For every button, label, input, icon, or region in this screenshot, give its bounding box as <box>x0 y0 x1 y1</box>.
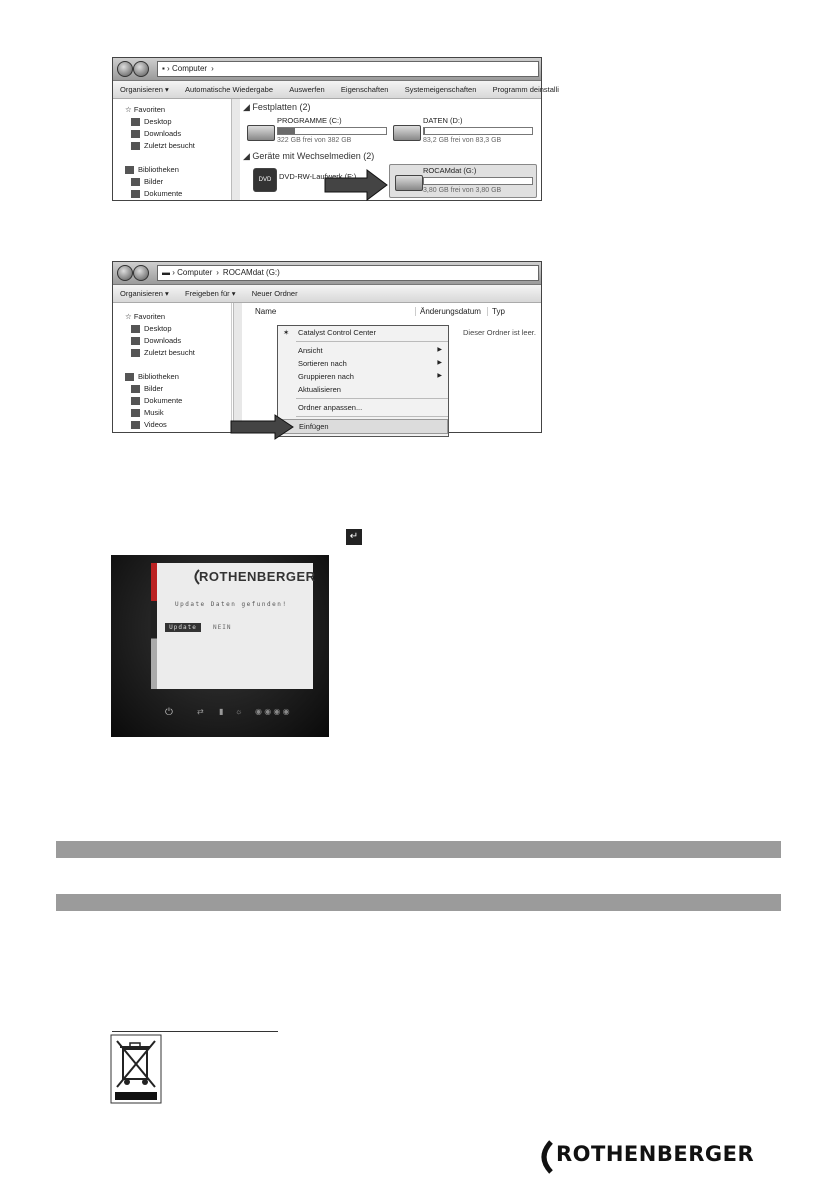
battery-icon: ▮ <box>219 707 224 716</box>
light-icon[interactable]: ☼ <box>235 707 243 716</box>
nav-documents[interactable]: Dokumente <box>131 188 231 200</box>
menu-sort[interactable]: Sortieren nach ▶ <box>298 359 442 368</box>
section-header-bar <box>56 841 781 858</box>
new-folder-button[interactable]: Neuer Ordner <box>251 289 298 298</box>
empty-folder-text: Dieser Ordner ist leer. <box>463 328 536 337</box>
menu-group[interactable]: Gruppieren nach ▶ <box>298 372 442 381</box>
context-menu <box>277 325 449 437</box>
explorer-window-rocamdat <box>112 261 542 433</box>
usb-drive-icon <box>395 175 423 191</box>
breadcrumb-computer[interactable]: Computer <box>171 64 208 73</box>
command-bar <box>113 285 541 303</box>
nav-downloads[interactable]: Downloads <box>131 128 231 140</box>
uninstall-button[interactable]: Programm deinstalli <box>492 85 559 94</box>
videos-icon <box>131 421 140 429</box>
section-header-bar <box>56 894 781 911</box>
menu-paste[interactable]: Einfügen <box>278 419 448 434</box>
menu-catalyst[interactable]: ✶ Catalyst Control Center <box>283 328 376 337</box>
organize-button[interactable]: Organisieren ▾ <box>120 289 169 298</box>
recent-icon <box>131 142 140 150</box>
nav-recent[interactable]: Zuletzt besucht <box>131 140 231 152</box>
downloads-icon <box>131 337 140 345</box>
pictures-icon <box>131 385 140 393</box>
drive-c[interactable]: PROGRAMME (C:) 322 GB frei von 382 GB <box>277 116 387 144</box>
nav-recent[interactable]: Zuletzt besucht <box>131 347 231 359</box>
submenu-arrow-icon: ▶ <box>437 360 442 366</box>
system-properties-button[interactable]: Systemeigenschaften <box>404 85 477 94</box>
device-screen <box>151 563 316 689</box>
drive-dvd[interactable]: DVD-RW-Laufwerk (F:) <box>279 172 357 181</box>
organize-button[interactable]: Organisieren ▾ <box>120 85 169 94</box>
nav-desktop[interactable]: Desktop <box>131 116 231 128</box>
breadcrumb-computer[interactable]: Computer <box>177 268 213 277</box>
weee-crossed-bin-icon <box>111 1035 161 1103</box>
autoplay-button[interactable]: Automatische Wiedergabe <box>185 85 273 94</box>
explorer-window-computer <box>112 57 559 201</box>
submenu-arrow-icon: ▶ <box>437 347 442 353</box>
libraries-icon <box>125 373 134 381</box>
menu-view[interactable]: Ansicht ▶ <box>298 346 442 355</box>
update-button[interactable]: Update <box>165 623 201 632</box>
documents-icon <box>131 397 140 405</box>
footer-brand-logo: ROTHENBERGER <box>556 1142 755 1166</box>
catalyst-icon: ✶ <box>283 328 290 337</box>
menu-divider <box>296 416 448 417</box>
nav-pictures[interactable]: Bilder <box>131 176 231 188</box>
nav-scrollbar[interactable] <box>233 303 242 432</box>
nav-favorites[interactable]: ☆ Favoriten <box>125 105 166 114</box>
nav-libraries[interactable]: Bibliotheken <box>125 371 231 383</box>
forward-button[interactable] <box>133 61 149 77</box>
device-photo <box>111 555 329 737</box>
back-button[interactable] <box>117 61 133 77</box>
nav-music[interactable]: Musik <box>131 407 231 419</box>
collapse-triangle-icon: ◢ <box>243 102 253 112</box>
drive-d[interactable]: DATEN (D:) 83,2 GB frei von 83,3 GB <box>423 116 533 144</box>
address-box[interactable] <box>157 265 539 281</box>
address-bar <box>113 262 541 285</box>
navigation-pane <box>113 99 232 200</box>
enter-key-icon: ↵ <box>346 529 362 545</box>
desktop-icon <box>131 325 140 333</box>
drive-d-usage-bar <box>423 127 533 135</box>
nav-videos[interactable]: Videos <box>131 419 231 431</box>
column-type[interactable]: Typ <box>487 307 505 316</box>
menu-refresh[interactable]: Aktualisieren <box>298 385 341 394</box>
collapse-triangle-icon: ◢ <box>243 151 253 161</box>
column-name[interactable]: Name <box>255 307 277 316</box>
nav-downloads[interactable]: Downloads <box>131 335 231 347</box>
nav-libraries[interactable]: Bibliotheken <box>125 164 231 176</box>
pictures-icon <box>131 178 140 186</box>
submenu-arrow-icon: ▶ <box>437 373 442 379</box>
nein-button[interactable]: NEIN <box>213 624 232 631</box>
device-panel-buttons <box>123 705 313 721</box>
nav-pictures[interactable]: Bilder <box>131 383 231 395</box>
nav-favorites[interactable]: ☆ Favoriten <box>125 312 166 321</box>
drive-g-usage-bar <box>423 177 533 185</box>
group-hard-disks: ◢ Festplatten (2) <box>243 102 311 112</box>
star-icon: ☆ <box>125 105 134 114</box>
drive-g[interactable]: ROCAMdat (G:) 3,80 GB frei von 3,80 GB <box>423 166 533 194</box>
share-with-button[interactable]: Freigeben für ▾ <box>185 289 236 298</box>
breadcrumb-chevron-icon: › <box>211 64 214 73</box>
address-bar <box>113 58 541 81</box>
footnote-rule <box>112 1031 278 1032</box>
screen-color-strip <box>151 563 157 689</box>
back-button[interactable] <box>117 265 133 281</box>
documents-icon <box>131 190 140 198</box>
column-date[interactable]: Änderungsdatum <box>415 307 481 316</box>
star-icon: ☆ <box>125 312 134 321</box>
properties-button[interactable]: Eigenschaften <box>340 85 389 94</box>
usb-icon: ⇄ <box>197 707 204 716</box>
nav-documents[interactable]: Dokumente <box>131 395 231 407</box>
libraries-icon <box>125 166 134 174</box>
nav-scrollbar[interactable] <box>231 99 240 200</box>
update-prompt: Update Daten gefunden! <box>175 601 288 608</box>
hdd-d-icon <box>393 125 421 141</box>
menu-divider <box>296 341 448 342</box>
downloads-icon <box>131 130 140 138</box>
forward-button[interactable] <box>133 265 149 281</box>
breadcrumb-chevron-icon: › <box>216 268 219 277</box>
device-brand-logo: ROTHENBERGER <box>199 569 316 584</box>
navigation-pane <box>113 303 232 432</box>
brand-swoosh-icon <box>535 1140 557 1174</box>
led-indicator-icon: ◉ ◉ ◉ ◉ <box>255 707 290 716</box>
recent-icon <box>131 349 140 357</box>
menu-divider <box>296 398 448 399</box>
music-icon <box>131 409 140 417</box>
address-box[interactable] <box>157 61 539 77</box>
command-bar <box>113 81 559 99</box>
desktop-icon <box>131 118 140 126</box>
group-removable: ◢ Geräte mit Wechselmedien (2) <box>243 151 375 161</box>
power-icon[interactable]: ⏻ <box>165 707 173 718</box>
drive-small-icon: ▬ › <box>162 268 175 277</box>
dvd-drive-icon: DVD <box>253 168 277 192</box>
eject-button[interactable]: Auswerfen <box>289 85 325 94</box>
drive-c-usage-bar <box>277 127 387 135</box>
menu-customize[interactable]: Ordner anpassen... <box>298 403 363 412</box>
nav-desktop[interactable]: Desktop <box>131 323 231 335</box>
breadcrumb-rocamdat[interactable]: ROCAMdat (G:) <box>222 268 280 277</box>
computer-icon: ▪ › <box>162 64 170 73</box>
pointer-arrow-icon <box>231 415 295 439</box>
hdd-c-icon <box>247 125 275 141</box>
pointer-arrow-icon <box>325 170 389 200</box>
